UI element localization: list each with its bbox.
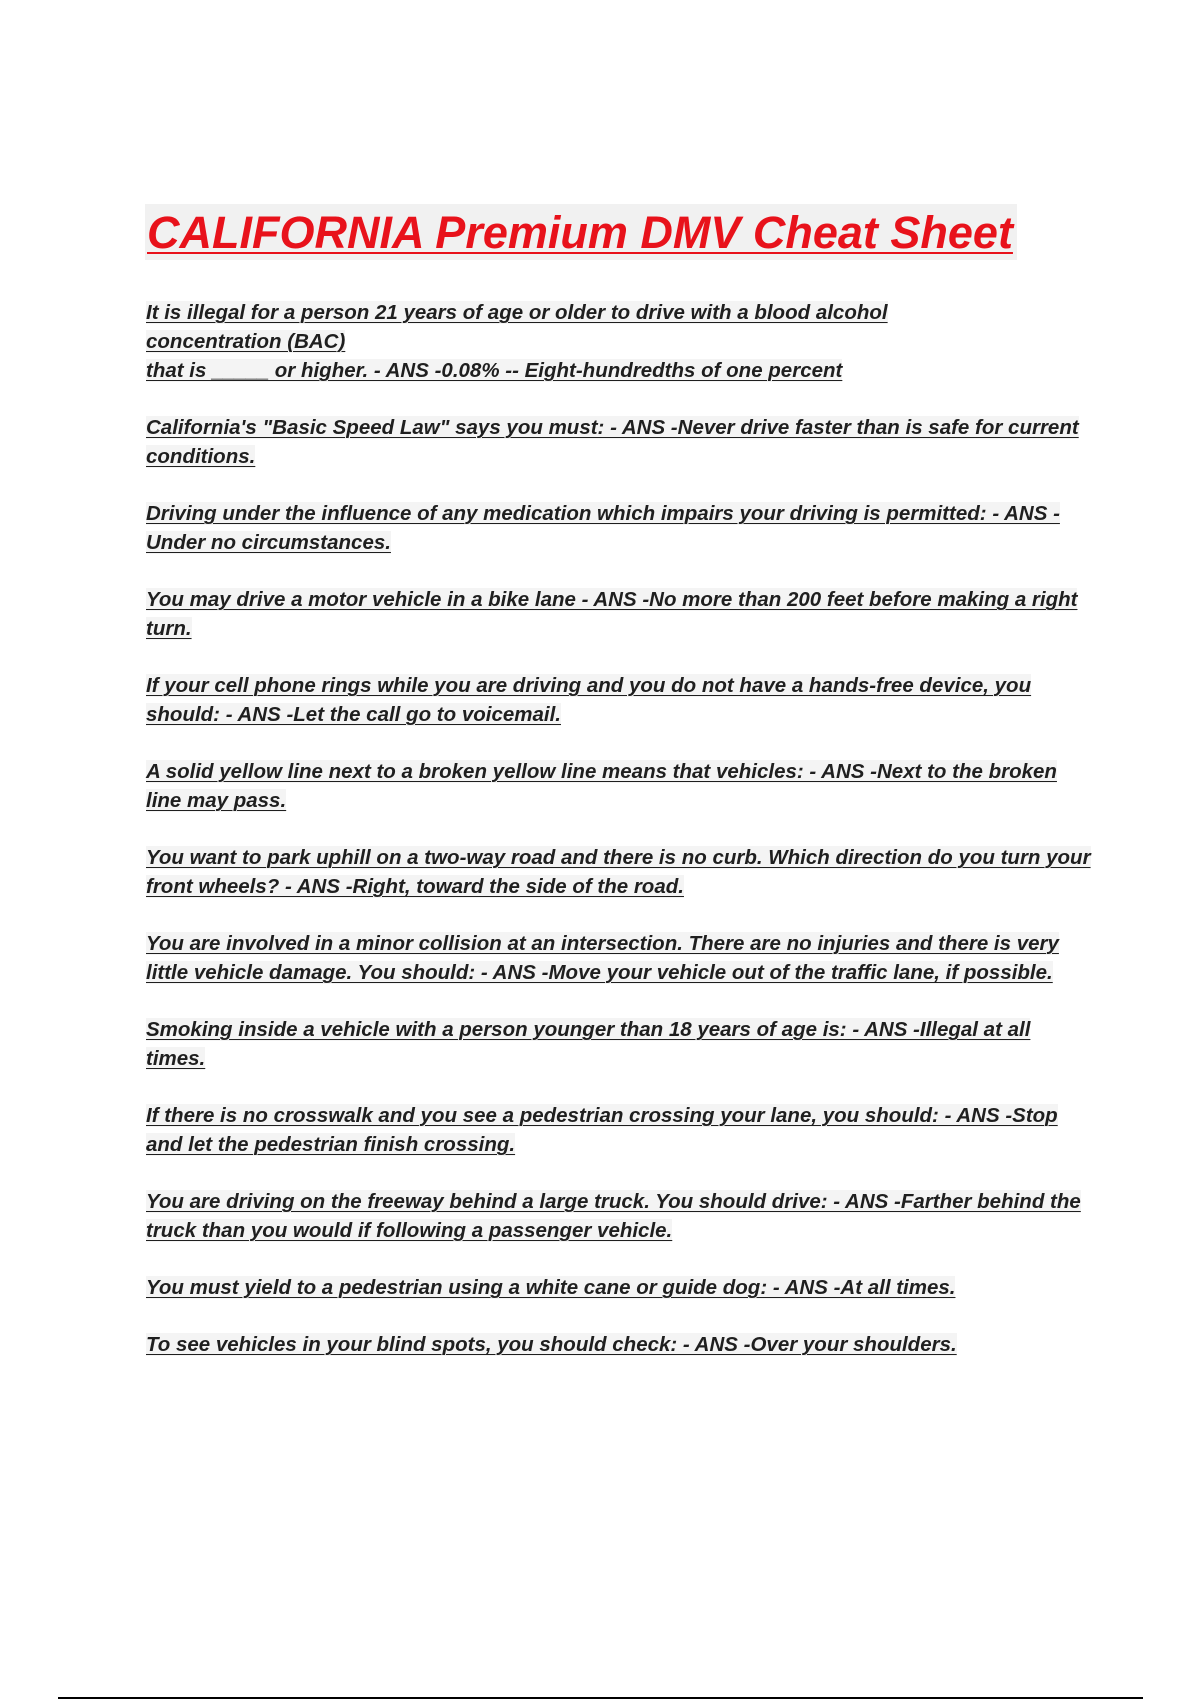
qa-text: A solid yellow line next to a broken yellow line means that vehicles: - ANS -Next to the broken line may pass. [146, 760, 1057, 812]
qa-item-9 [146, 1015, 1091, 1073]
qa-text: To see vehicles in your blind spots, you should check: - ANS -Over your shoulders. [146, 1333, 957, 1356]
qa-text: You are involved in a minor collision at an intersection. There are no injuries and there is very little vehicle damage. You should: - ANS -Move your vehicle out of the traffic lane, if possible. [146, 932, 1059, 984]
qa-item-5 [146, 671, 1091, 729]
qa-item-13 [146, 1330, 1091, 1359]
qa-item-10 [146, 1101, 1091, 1159]
qa-text: California's "Basic Speed Law" says you must: - ANS -Never drive faster than is safe for current conditions. [146, 416, 1079, 468]
qa-text: Smoking inside a vehicle with a person younger than 18 years of age is: - ANS -Illegal at all times. [146, 1018, 1031, 1070]
footer-rule [58, 1697, 1143, 1699]
qa-text: If your cell phone rings while you are driving and you do not have a hands-free device, you should: - ANS -Let the call go to voicemail. [146, 674, 1032, 726]
qa-text: You are driving on the freeway behind a large truck. You should drive: - ANS -Farther behind the truck than you would if following a passenger vehicle. [146, 1190, 1081, 1242]
page-title: CALIFORNIA Premium DMV Cheat Sheet [145, 204, 1017, 260]
qa-item-2 [146, 413, 1091, 471]
qa-item-12 [146, 1273, 1091, 1302]
qa-list [146, 298, 1091, 1387]
qa-item-7 [146, 843, 1091, 901]
qa-item-1 [146, 298, 1091, 385]
qa-text: Driving under the influence of any medication which impairs your driving is permitted: - ANS -Under no circumstances. [146, 502, 1060, 554]
qa-text: You may drive a motor vehicle in a bike lane - ANS -No more than 200 feet before making a right turn. [146, 588, 1078, 640]
qa-item-3 [146, 499, 1091, 557]
qa-item-6 [146, 757, 1091, 815]
qa-item-8 [146, 929, 1091, 987]
qa-text: You must yield to a pedestrian using a white cane or guide dog: - ANS -At all times. [146, 1276, 956, 1299]
qa-text: It is illegal for a person 21 years of age or older to drive with a blood alcohol concentration (BAC) that is _____ or higher. - ANS -0.08% -- Eight-hundredths of one percent [146, 301, 888, 382]
qa-item-4 [146, 585, 1091, 643]
qa-text: If there is no crosswalk and you see a pedestrian crossing your lane, you should: - ANS -Stop and let the pedestrian finish crossing. [146, 1104, 1058, 1156]
qa-text: You want to park uphill on a two-way road and there is no curb. Which direction do you turn your front wheels? - ANS -Right, toward the side of the road. [146, 846, 1091, 898]
qa-item-11 [146, 1187, 1091, 1245]
